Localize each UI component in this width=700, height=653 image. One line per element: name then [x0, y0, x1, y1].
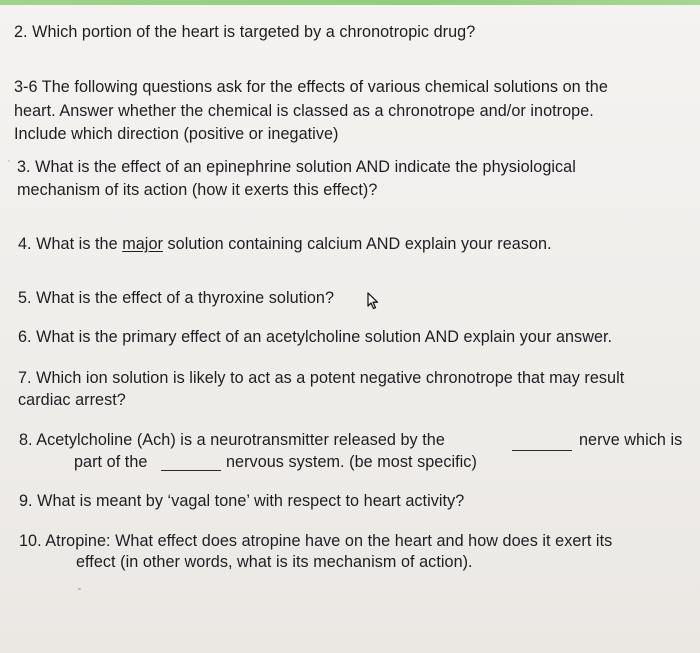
question-2: 2. Which portion of the heart is targeted by a chronotropic drug? [14, 23, 476, 41]
intro-line-3: Include which direction (positive or inegative) [14, 125, 339, 143]
question-8-line-2-b: nervous system. (be most specific) [226, 453, 477, 471]
question-8-line-2-a: part of the [74, 453, 148, 471]
question-4 [18, 234, 552, 254]
question-6: 6. What is the primary effect of an acetylcholine solution AND explain your answer. [18, 328, 613, 346]
question-8-line-1-b: nerve which is [579, 431, 683, 449]
question-7-line-1: 7. Which ion solution is likely to act as a potent negative chronotrope that may result [18, 369, 625, 387]
question-10-line-2: effect (in other words, what is its mechanism of action). [76, 553, 473, 571]
question-10-line-1: 10. Atropine: What effect does atropine have on the heart and how does it exert its [19, 532, 613, 550]
paper-speck [8, 160, 10, 162]
intro-line-2: heart. Answer whether the chemical is classed as a chronotrope and/or inotrope. [14, 102, 594, 120]
paper-speck [78, 588, 81, 590]
question-7-line-2: cardiac arrest? [18, 391, 126, 409]
intro-line-1: 3-6 The following questions ask for the effects of various chemical solutions on the [14, 78, 608, 96]
question-4-before: 4. What is the [18, 235, 123, 253]
question-3-line-1: 3. What is the effect of an epinephrine solution AND indicate the physiological [17, 158, 576, 176]
question-9: 9. What is meant by ‘vagal tone’ with respect to heart activity? [19, 492, 465, 510]
top-color-strip [0, 0, 700, 5]
question-8-line-1-a: 8. Acetylcholine (Ach) is a neurotransmitter released by the [19, 431, 445, 449]
answer-blank-1 [512, 436, 572, 451]
answer-blank-2 [161, 456, 221, 471]
question-4-after: solution containing calcium AND explain your reason. [162, 235, 552, 253]
question-5: 5. What is the effect of a thyroxine solution? [18, 289, 335, 307]
question-3-line-2: mechanism of its action (how it exerts this effect)? [17, 181, 378, 199]
mouse-cursor-icon [367, 292, 379, 310]
question-4-underlined-word: major [122, 235, 163, 253]
